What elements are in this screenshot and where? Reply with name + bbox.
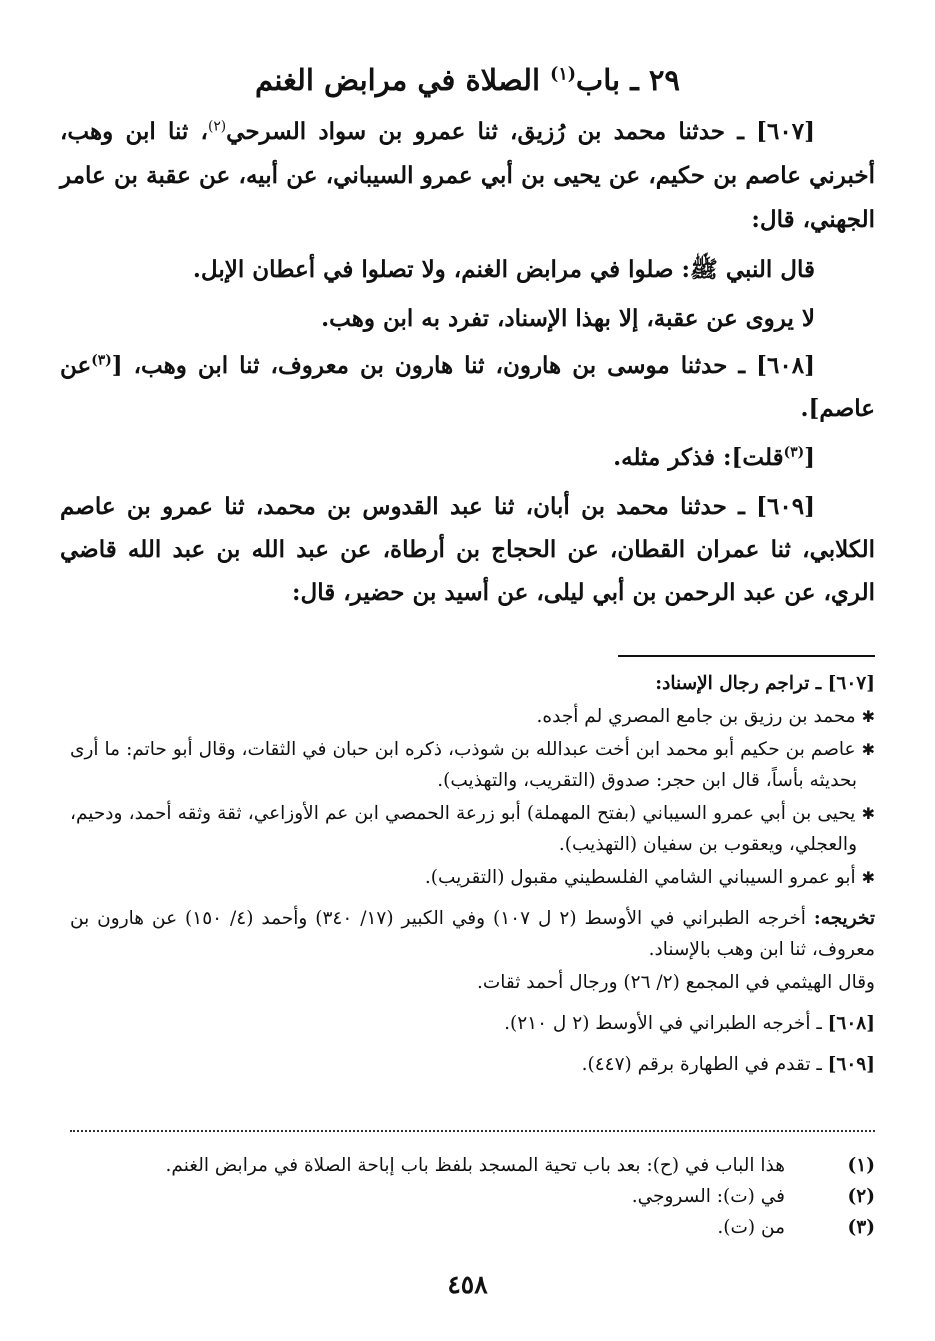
note-text: ـ أخرجه الطبراني في الأوسط (٢ ل ٢١٠). (504, 1013, 828, 1034)
asterisk-icon: ✱ (861, 707, 875, 726)
narrator-note-text: عاصم بن حكيم أبو محمد ابن أخت عبدالله بن شوذب، ذكره ابن حبان في الثقات، وقال أبو حاتم: ما أرى بحديثه بأساً، قال ابن حجر: صدوق (التقريب، والتهذيب). (70, 739, 857, 791)
narrator-note (70, 798, 875, 860)
note-609 (70, 1049, 875, 1080)
hadith-number: [٦٠٧] (756, 118, 815, 145)
hadith-number: [٦٠٩] (756, 493, 815, 520)
page-number: ٤٥٨ (447, 1270, 488, 1299)
footnote-item (70, 1181, 875, 1212)
chapter-title-prefix: ٢٩ ـ باب (575, 63, 680, 97)
main-text (60, 110, 875, 618)
footnote-text: في (ت): السروجي. (631, 1186, 785, 1207)
footnote-text: من (ت). (717, 1217, 785, 1238)
hadith-608-qult (60, 436, 875, 479)
hadith-number: [٦٠٨] (756, 352, 815, 379)
narrator-note (70, 734, 875, 796)
note-number: [٦٠٩] (827, 1054, 875, 1075)
note-number: [٦٠٧] (827, 673, 875, 694)
footnote-marker: (١) (550, 64, 576, 85)
note-number: [٦٠٨] (827, 1013, 875, 1034)
hadith-607-matn: قال النبي ﷺ: صلوا في مرابض الغنم، ولا تصلوا في أعطان الإبل. (192, 256, 815, 283)
hadith-607-isnad (60, 110, 875, 242)
takhrij-label: تخريجه: (813, 908, 875, 929)
hadith-isnad-text: ـ حدثنا موسى بن هارون، ثنا هارون بن معروف، ثنا ابن وهب، (122, 352, 757, 379)
footnotes (70, 1150, 875, 1243)
asterisk-icon: ✱ (861, 804, 875, 823)
footnote-text: هذا الباب في (ح): بعد باب تحية المسجد بلفظ باب إباحة الصلاة في مرابض الغنم. (165, 1155, 785, 1176)
hadith-607-comment: لا يروى عن عقبة، إلا بهذا الإسناد، تفرد به ابن وهب. (321, 305, 815, 332)
narrator-note (70, 862, 875, 893)
footnote-number: (٢) (847, 1186, 875, 1207)
note-608 (70, 1008, 875, 1039)
chapter-title-text: الصلاة في مرابض الغنم (255, 63, 551, 97)
footnote-marker: (٣) (783, 444, 805, 461)
hadith-isnad-text: عن عاصم]. (60, 352, 875, 422)
footnote-item (70, 1212, 875, 1243)
qult-text: قلت]: فذكر مثله. (613, 444, 784, 471)
asterisk-icon: ✱ (861, 868, 875, 887)
footnotes-divider (70, 1130, 875, 1132)
bracket: [ (111, 352, 123, 379)
narrator-note-text: أبو عمرو السيباني الشامي الفلسطيني مقبول (التقريب). (424, 867, 856, 888)
commentary-notes (70, 668, 875, 1082)
takhrij-note (70, 903, 875, 965)
chapter-title (60, 58, 875, 102)
notes-divider (618, 655, 875, 657)
hadith-608-isnad (60, 344, 875, 430)
hadith-isnad-text: ـ حدثنا محمد بن رُزيق، ثنا عمرو بن سواد السرحي (226, 118, 757, 145)
note-heading-text: ـ تراجم رجال الإسناد: (655, 673, 828, 694)
footnote-marker: (٣) (91, 352, 112, 369)
narrator-note-text: يحيى بن أبي عمرو السيباني (بفتح المهملة) أبو زرعة الحمصي ابن عم الأوزاعي، ثقة وثقه أحمد، ودحيم، والعجلي، ويعقوب بن سفيان (التهذيب). (70, 803, 857, 855)
hadith-isnad-text: ، ثنا ابن وهب، أخبرني عاصم بن حكيم، عن يحيى بن أبي عمرو السيباني، عن أبيه، عن عقبة بن عامر الجهني، قال: (60, 118, 875, 233)
takhrij-text: أخرجه الطبراني في الأوسط (٢ ل ١٠٧) وفي الكبير (١٧/ ٣٤٠) وأحمد (٤/ ١٥٠) عن هارون بن معروف، ثنا ابن وهب بالإسناد. (70, 908, 875, 960)
narrator-note-text: محمد بن رزيق بن جامع المصري لم أجده. (536, 706, 856, 727)
footnote-number: (١) (847, 1155, 875, 1176)
bracket: [ (804, 444, 815, 471)
note-text: ـ تقدم في الطهارة برقم (٤٤٧). (581, 1054, 828, 1075)
footnote-number: (٣) (847, 1217, 875, 1238)
note-607-heading (70, 668, 875, 699)
footnote-marker: (٢) (207, 118, 227, 135)
haythami-note: وقال الهيثمي في المجمع (٢/ ٢٦) ورجال أحمد ثقات. (476, 972, 875, 993)
hadith-609-isnad (60, 485, 875, 614)
footnote-item (70, 1150, 875, 1181)
asterisk-icon: ✱ (861, 740, 876, 759)
hadith-isnad-text: ـ حدثنا محمد بن أبان، ثنا عبد القدوس بن محمد، ثنا عمرو بن عاصم الكلابي، ثنا عمران القطان، عن الحجاج بن أرطاة، عن عبد الله بن عبد الله قاضي الري، عن عبد الرحمن بن أبي ليلى، عن أسيد بن حضير، قال: (60, 493, 875, 606)
narrator-note (70, 701, 875, 732)
